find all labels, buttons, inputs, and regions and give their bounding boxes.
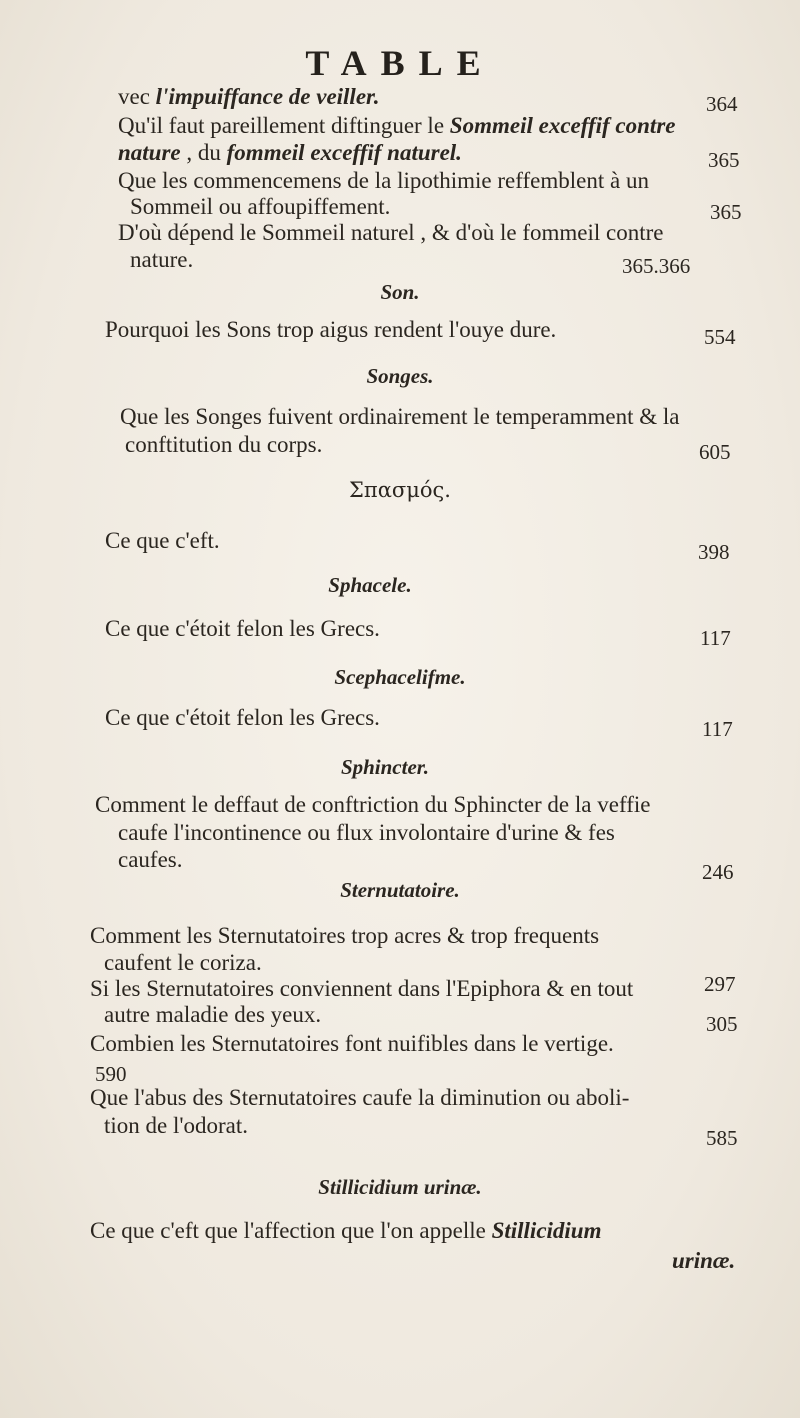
entry-line	[118, 84, 379, 110]
entry-line: tion de l'odorat.	[104, 1113, 249, 1138]
entry-line: Sommeil ou affoupiffement.	[130, 194, 391, 219]
page-ref: 590	[95, 1062, 127, 1086]
entry-line: caufes.	[118, 847, 183, 872]
entry-line: autre maladie des yeux.	[104, 1002, 322, 1027]
entry-italic: Stillicidium	[491, 1218, 602, 1243]
page-ref: 554	[704, 325, 736, 349]
page-ref: 365	[710, 200, 742, 224]
entry-line: Combien les Sternutatoires font nuifibles dans le vertige.	[90, 1031, 614, 1056]
page-ref: 246	[702, 860, 734, 884]
entry-italic: Sommeil exceffif contre	[449, 113, 676, 138]
section-heading: Sphacele.	[328, 573, 412, 597]
entry-line: Que les Songes fuivent ordinairement le temperamment & la	[120, 404, 680, 429]
entry-line: urinæ.	[672, 1248, 736, 1273]
entry-line: Que l'abus des Sternutatoires caufe la diminution ou aboli-	[90, 1085, 630, 1110]
entry-italic: nature	[118, 140, 181, 165]
entry-line: Pourquoi les Sons trop aigus rendent l'ouye dure.	[105, 317, 557, 342]
section-heading: Sternutatoire.	[340, 878, 460, 902]
entry-line: nature.	[130, 247, 194, 272]
entry-line: Ce que c'étoit felon les Grecs.	[105, 705, 380, 730]
page-ref: 365.366	[622, 254, 691, 278]
entry-line	[118, 113, 675, 139]
entry-italic: fommeil exceffif naturel.	[226, 140, 462, 165]
page-ref: 605	[699, 440, 731, 464]
section-heading: Scephacelifme.	[334, 665, 466, 689]
section-heading: Σπασμός.	[349, 478, 451, 502]
page-ref: 305	[706, 1012, 738, 1036]
page-ref: 297	[704, 972, 736, 996]
page-ref: 117	[700, 626, 731, 650]
entry-line: caufe l'incontinence ou flux involontaire d'urine & fes	[118, 820, 615, 845]
entry-line: Ce que c'étoit felon les Grecs.	[105, 616, 380, 641]
section-heading: Stillicidium urinæ.	[318, 1175, 482, 1199]
entry-line	[90, 1218, 602, 1244]
entry-text: Qu'il faut pareillement diftinguer le	[118, 113, 450, 138]
page-header: TABLE	[305, 43, 495, 83]
entry-line: conftitution du corps.	[125, 432, 323, 457]
entry-line: D'où dépend le Sommeil naturel , & d'où le fommeil contre	[118, 220, 664, 245]
entry-line: Si les Sternutatoires conviennent dans l'Epiphora & en tout	[90, 976, 634, 1001]
entry-line: Comment les Sternutatoires trop acres & trop frequents	[90, 923, 600, 948]
entry-text: vec	[118, 84, 156, 109]
section-heading: Sphincter.	[340, 755, 430, 779]
entry-line: caufent le coriza.	[104, 950, 262, 975]
entry-text: , du	[180, 140, 227, 165]
entry-line: Comment le deffaut de conftriction du Sphincter de la veffie	[95, 792, 651, 817]
entry-line	[118, 140, 462, 166]
page-ref: 364	[706, 92, 738, 116]
entry-italic: l'impuiffance de veiller.	[155, 84, 380, 109]
entry-line: Que les commencemens de la lipothimie reffemblent à un	[118, 168, 649, 193]
page-ref: 585	[706, 1126, 738, 1150]
page-ref: 117	[702, 717, 733, 741]
page-ref: 365	[708, 148, 740, 172]
entry-line: Ce que c'eft.	[105, 528, 220, 553]
section-heading: Son.	[380, 280, 420, 304]
page-ref: 398	[698, 540, 730, 564]
section-heading: Songes.	[366, 364, 434, 388]
entry-text: Ce que c'eft que l'affection que l'on appelle	[90, 1218, 492, 1243]
